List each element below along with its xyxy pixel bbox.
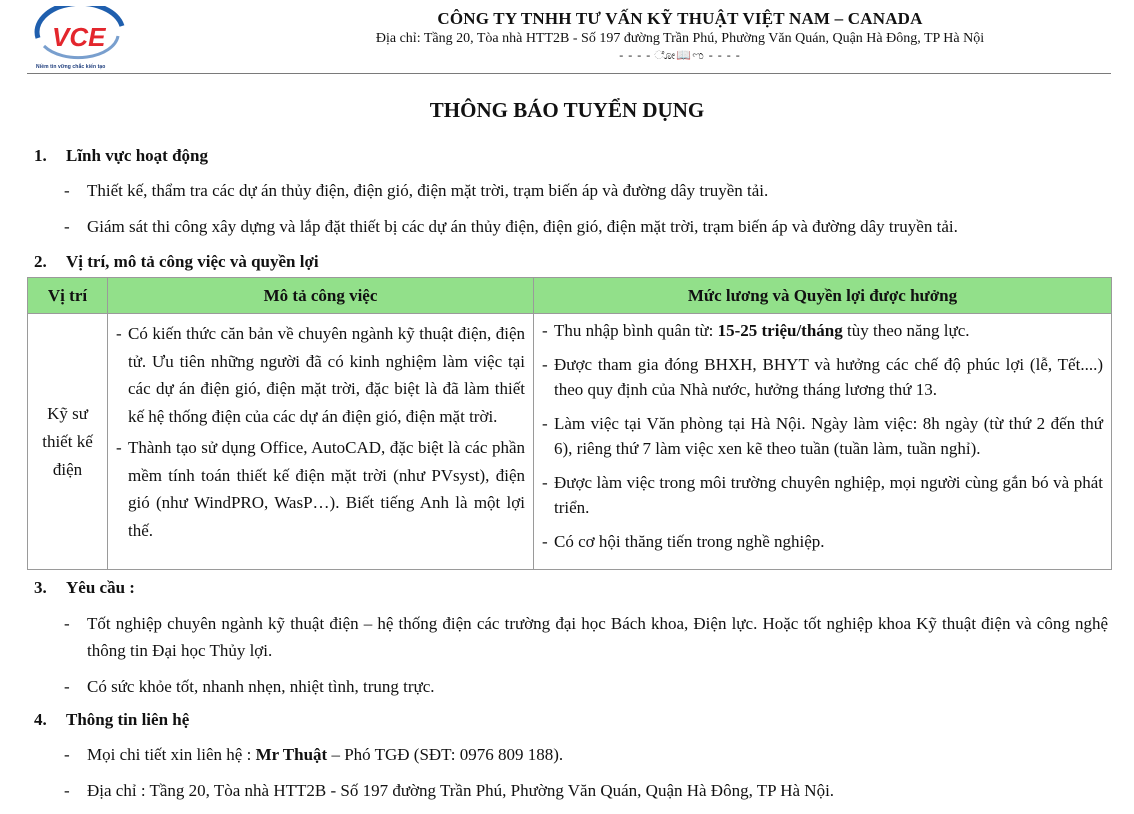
list-item: - Giám sát thi công xây dựng và lắp đặt thiết bị các dự án thủy điện, điện gió, điện mặt trời, trạm biến áp và đường dây truyền tải. [64, 217, 958, 236]
benefit-item: - Được tham gia đóng BHXH, BHYT và hưởng các chế độ phúc lợi (lễ, Tết....) theo quy định của Nhà nước, hưởng tháng lương thứ 13. [542, 355, 1103, 399]
section-title: Yêu cầu : [66, 578, 135, 597]
column-header-description: Mô tả công việc [108, 278, 534, 314]
company-address: Địa chỉ: Tầng 20, Tòa nhà HTT2B - Số 197 đường Trần Phú, Phường Văn Quán, Quận Hà Đông, TP Hà Nội [375, 31, 985, 46]
section-heading-positions [34, 252, 319, 272]
column-header-benefits: Mức lương và Quyền lợi được hưởng [534, 278, 1112, 314]
section-title: Thông tin liên hệ [66, 710, 190, 729]
section-title: Lĩnh vực hoạt động [66, 146, 208, 165]
vce-logo-icon [30, 6, 130, 70]
description-cell [108, 314, 534, 570]
table-row [28, 314, 1112, 570]
benefit-item: - Được làm việc trong môi trường chuyên nghiệp, mọi người cùng gắn bó và phát triển. [542, 473, 1103, 517]
position-cell: Kỹ sư thiết kế điện [28, 314, 108, 570]
logo-letters: VCE [52, 22, 106, 52]
list-item: - Thiết kế, thẩm tra các dự án thủy điện, điện gió, điện mặt trời, trạm biến áp và đường dây truyền tải. [64, 181, 769, 200]
benefit-item: - Có cơ hội thăng tiến trong nghề nghiệp. [542, 532, 825, 551]
header-ornament: - - - - ೋ📖ಌ - - - - [619, 48, 741, 62]
table-header-row [28, 278, 1112, 314]
description-item: - Có kiến thức căn bản về chuyên ngành kỹ thuật điện, điện tử. Ưu tiên những người đã có kinh nghiệm làm việc tại các dự án điện gió, điện mặt trời, đặc biệt là đã làm thiết kế hệ thống điện của các dự án điện gió, điện mặt trời. [116, 324, 525, 426]
description-item: - Thành tạo sử dụng Office, AutoCAD, đặc biệt là các phần mềm tính toán thiết kế điện mặt trời (như PVsyst), điện gió (như WindPRO, WasP…). Biết tiếng Anh là một lợi thế. [116, 438, 525, 540]
logo-slogan: Niềm tin vững chắc kiến tạo [36, 64, 106, 70]
contact-line: - Mọi chi tiết xin liên hệ : Mr Thuật – Phó TGĐ (SĐT: 0976 809 188). [64, 745, 564, 764]
contact-name: Mr Thuật [255, 745, 328, 764]
company-name: CÔNG TY TNHH TƯ VẤN KỸ THUẬT VIỆT NAM – CANADA [437, 9, 923, 28]
document-title: THÔNG BÁO TUYỂN DỤNG [429, 98, 705, 122]
section-number: 1. [34, 146, 47, 165]
section-number: 2. [34, 252, 47, 271]
contact-address: - Địa chỉ : Tầng 20, Tòa nhà HTT2B - Số 197 đường Trần Phú, Phường Văn Quán, Quận Hà Đông, TP Hà Nội. [64, 781, 835, 800]
section-number: 4. [34, 710, 47, 729]
list-item: - Tốt nghiệp chuyên ngành kỹ thuật điện – hệ thống điện các trường đại học Bách khoa, Điện lực. Hoặc tốt nghiệp khoa Kỹ thuật điện và công nghệ thông tin Đại học Thủy lợi. [64, 614, 1108, 660]
salary-amount: 15-25 triệu/tháng [717, 321, 843, 340]
header-divider [27, 73, 1111, 74]
document-header [0, 0, 1134, 74]
job-table [27, 277, 1112, 570]
section-title: Vị trí, mô tả công việc và quyền lợi [66, 252, 319, 271]
benefit-item: - Làm việc tại Văn phòng tại Hà Nội. Ngày làm việc: 8h ngày (từ thứ 2 đến thứ 6), riêng thứ 7 làm việc xen kẽ theo tuần (tuần làm, tuần nghỉ). [542, 414, 1103, 458]
salary-item: - Thu nhập bình quân từ: 15-25 triệu/tháng tùy theo năng lực. [542, 321, 970, 340]
section-heading-activities [34, 146, 208, 166]
section-number: 3. [34, 578, 47, 597]
column-header-position: Vị trí [28, 278, 108, 314]
section-heading-contact [34, 710, 189, 730]
section-heading-requirements [34, 578, 135, 598]
benefits-cell [534, 314, 1112, 570]
list-item: - Có sức khỏe tốt, nhanh nhẹn, nhiệt tình, trung trực. [64, 677, 435, 696]
company-logo [30, 6, 130, 70]
